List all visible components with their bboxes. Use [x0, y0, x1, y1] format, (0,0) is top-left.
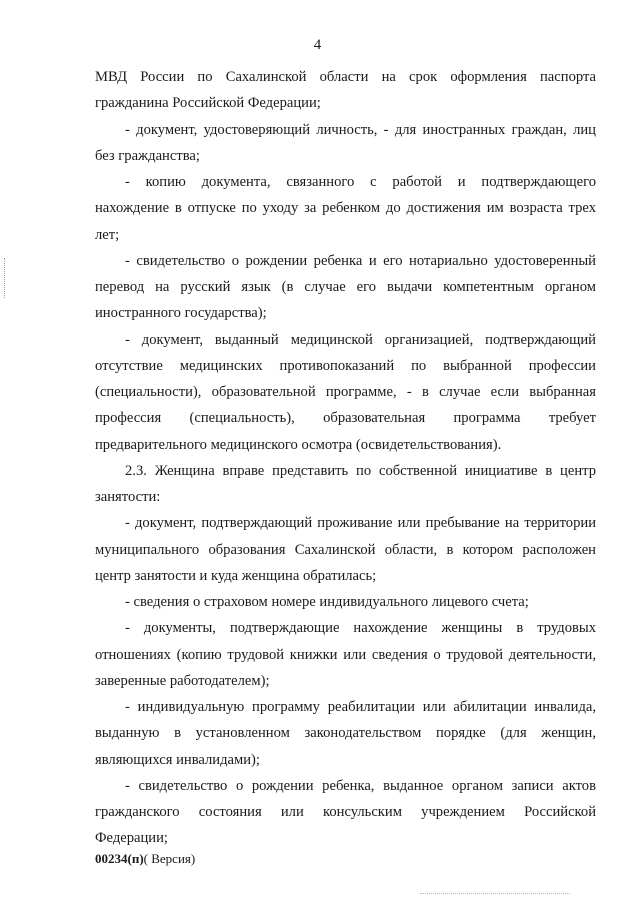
text-line: Федерации;: [95, 830, 168, 847]
text-line: - индивидуальную программу реабилитации или абилитации инвалида,: [125, 699, 596, 715]
text-line: отношениях (копию трудовой книжки или сведения о трудовой деятельности,: [95, 646, 596, 663]
document-version: ( Версия): [143, 851, 196, 866]
text-line: - свидетельство о рождении ребенка, выданное органом записи актов: [125, 777, 596, 794]
text-line: являющихся инвалидами);: [95, 751, 260, 768]
document-code: 00234(п): [95, 851, 144, 866]
text-line: - документ, подтверждающий проживание или пребывание на территории: [125, 515, 596, 532]
text-line: гражданина Российской Федерации;: [95, 95, 321, 112]
document-footer: [95, 851, 195, 867]
text-line: профессия (специальность), образовательная программа требует: [95, 410, 596, 427]
page-number: 4: [313, 37, 322, 53]
text-line: - копию документа, связанного с работой и подтверждающего: [125, 174, 596, 190]
text-line: предварительного медицинского осмотра (освидетельствования).: [95, 436, 502, 453]
text-line: - свидетельство о рождении ребенка и его нотариально удостоверенный: [125, 252, 596, 269]
scan-artifact-line: [420, 893, 570, 895]
text-line: (специальности), образовательной программе, - в случае если выбранная: [95, 384, 596, 400]
scan-margin-marks: [4, 258, 7, 298]
text-line: выданную в установленном законодательством порядке (для женщин,: [95, 725, 596, 742]
text-line: лет;: [95, 226, 120, 243]
text-line: МВД России по Сахалинской области на срок оформления паспорта: [95, 69, 596, 85]
text-line: гражданского состояния или консульским учреждением Российской: [95, 804, 596, 820]
document-body: [95, 64, 596, 852]
text-line: - документ, удостоверяющий личность, - для иностранных граждан, лиц: [125, 121, 596, 138]
text-line: заверенные работодателем);: [95, 672, 270, 689]
text-line: занятости:: [95, 489, 161, 505]
text-line: - документы, подтверждающие нахождение женщины в трудовых: [125, 620, 596, 637]
text-line: - сведения о страховом номере индивидуального лицевого счета;: [125, 594, 529, 610]
text-line: - документ, выданный медицинской организацией, подтверждающий: [125, 331, 596, 348]
text-line: отсутствие медицинских противопоказаний по выбранной профессии: [95, 357, 596, 374]
text-line: иностранного государства);: [95, 305, 267, 322]
text-line: муниципального образования Сахалинской области, в котором расположен: [95, 541, 596, 558]
text-line: перевод на русский язык (в случае его выдачи компетентным органом: [95, 279, 596, 295]
text-line: нахождение в отпуске по уходу за ребенком до достижения им возраста трех: [95, 200, 596, 217]
text-line: центр занятости и куда женщина обратилась;: [95, 567, 377, 584]
text-line: без гражданства;: [95, 147, 200, 164]
text-line: 2.3. Женщина вправе представить по собственной инициативе в центр: [125, 462, 596, 479]
